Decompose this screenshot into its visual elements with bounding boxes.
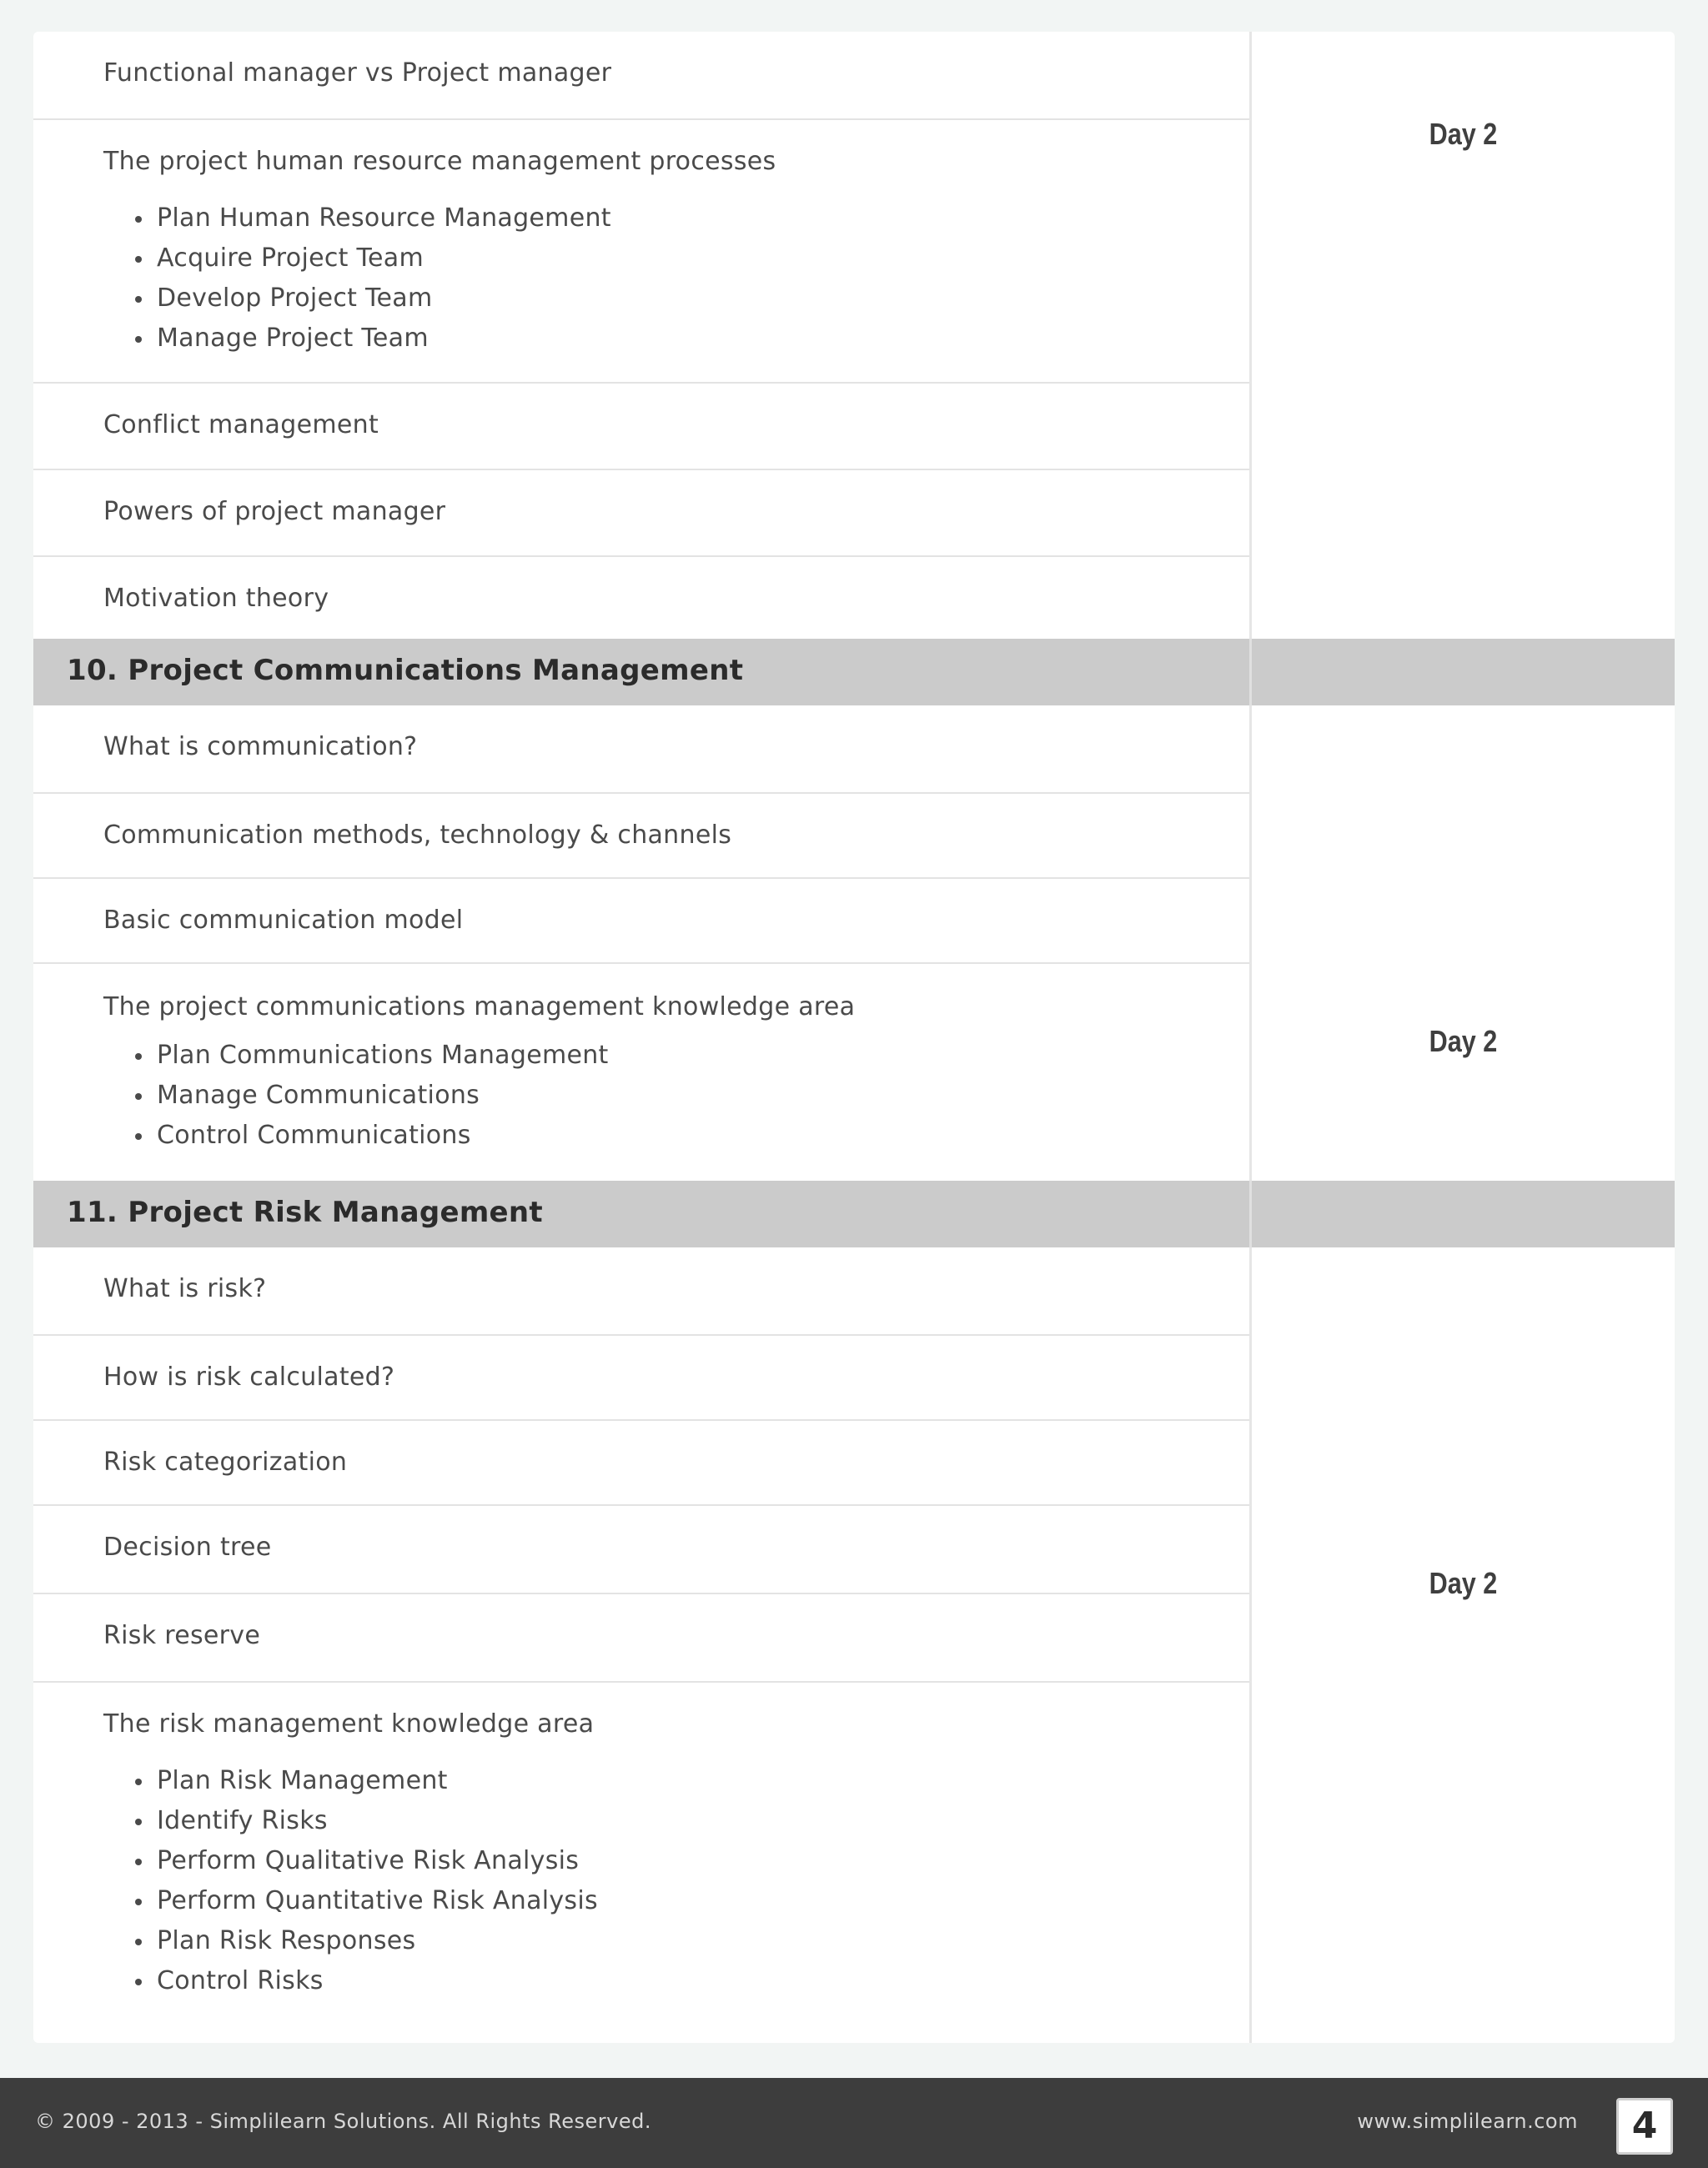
table-row	[33, 384, 1249, 470]
topic-text: Conflict management	[103, 410, 379, 439]
table-row	[33, 32, 1249, 120]
day-label: Day 2	[1429, 117, 1498, 151]
column-divider	[1249, 32, 1252, 2043]
list-item: Manage Project Team	[157, 319, 611, 359]
list-item: Plan Risk Management	[157, 1761, 598, 1801]
topic-bullet-list	[157, 1036, 609, 1156]
page-footer	[0, 2078, 1708, 2168]
table-row	[33, 120, 1249, 384]
column-divider	[1249, 1181, 1252, 1247]
topic-text: Powers of project manager	[103, 497, 446, 526]
table-row	[33, 470, 1249, 557]
list-item: Plan Risk Responses	[157, 1921, 598, 1961]
list-item: Perform Qualitative Risk Analysis	[157, 1841, 598, 1881]
topic-heading: The risk management knowledge area	[103, 1709, 595, 1739]
table-row	[33, 1249, 1249, 1336]
table-row	[33, 1336, 1249, 1421]
topic-heading: The project human resource management processes	[103, 147, 776, 176]
website-link[interactable]: www.simplilearn.com	[1357, 2110, 1578, 2133]
list-item: Manage Communications	[157, 1076, 609, 1116]
topic-text: What is risk?	[103, 1274, 267, 1303]
topic-text: Motivation theory	[103, 584, 329, 613]
list-item: Control Risks	[157, 1961, 598, 2001]
day-label: Day 2	[1429, 1566, 1498, 1600]
page-number: 4	[1616, 2098, 1673, 2155]
column-divider	[1249, 639, 1252, 705]
section-title: 11. Project Risk Management	[67, 1196, 543, 1229]
table-row	[33, 794, 1249, 879]
copyright-text: © 2009 - 2013 - Simplilearn Solutions. All Rights Reserved.	[35, 2110, 651, 2133]
table-row	[33, 1506, 1249, 1594]
section-header-risk	[33, 1181, 1675, 1247]
day-label: Day 2	[1429, 1024, 1498, 1058]
list-item: Plan Communications Management	[157, 1036, 609, 1076]
topic-bullet-list	[157, 1761, 598, 2001]
topic-text: Risk reserve	[103, 1621, 261, 1650]
topic-text: What is communication?	[103, 732, 418, 761]
table-row	[33, 879, 1249, 964]
table-row	[33, 964, 1249, 1179]
topic-bullet-list	[157, 198, 611, 359]
table-row	[33, 557, 1249, 644]
list-item: Develop Project Team	[157, 279, 611, 319]
topics-column	[33, 32, 1249, 2043]
topic-text: Basic communication model	[103, 906, 464, 935]
section-title: 10. Project Communications Management	[67, 654, 744, 687]
list-item: Identify Risks	[157, 1801, 598, 1841]
topic-text: Risk categorization	[103, 1448, 348, 1477]
list-item: Acquire Project Team	[157, 238, 611, 279]
syllabus-table	[33, 32, 1675, 2043]
table-row	[33, 707, 1249, 794]
list-item: Control Communications	[157, 1116, 609, 1156]
topic-text: Communication methods, technology & channels	[103, 821, 732, 850]
list-item: Plan Human Resource Management	[157, 198, 611, 238]
table-row	[33, 1594, 1249, 1683]
topic-text: Decision tree	[103, 1533, 272, 1562]
topic-heading: The project communications management knowledge area	[103, 992, 856, 1021]
table-row	[33, 1683, 1249, 2043]
section-header-communications	[33, 639, 1675, 705]
topic-text: Functional manager vs Project manager	[103, 58, 612, 88]
topic-text: How is risk calculated?	[103, 1363, 395, 1392]
table-row	[33, 1421, 1249, 1506]
list-item: Perform Quantitative Risk Analysis	[157, 1881, 598, 1921]
